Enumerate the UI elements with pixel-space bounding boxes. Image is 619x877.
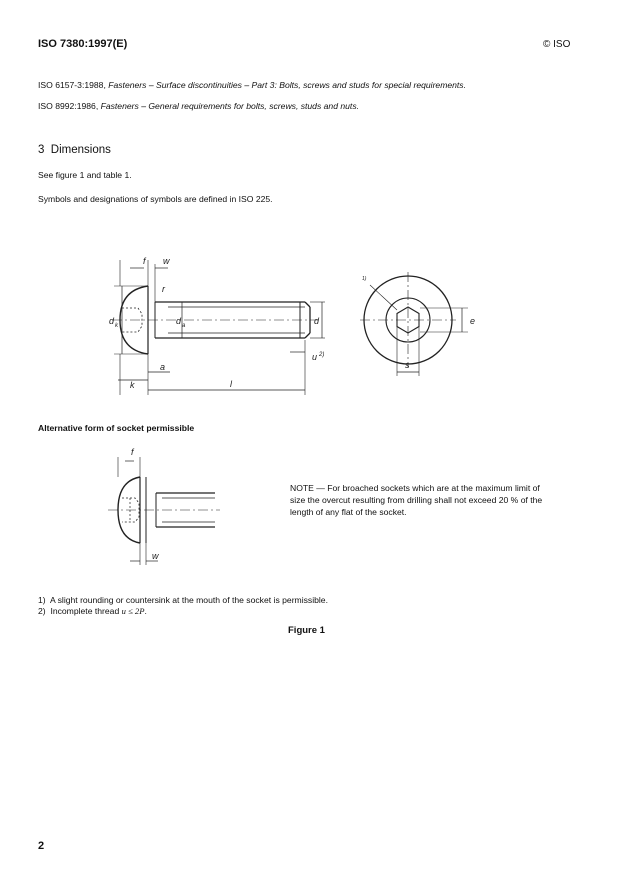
label-k: k xyxy=(130,380,135,390)
label-r: r xyxy=(162,284,165,294)
section-heading xyxy=(38,144,111,156)
figure-caption: Figure 1 xyxy=(288,625,325,636)
document-id: ISO 7380:1997(E) xyxy=(38,38,128,50)
footnote-text: Incomplete thread xyxy=(50,606,122,616)
label-e: e xyxy=(470,316,476,326)
section-number: 3 xyxy=(38,144,45,156)
footnote-text: A slight rounding or countersink at the mouth of the socket is permissible. xyxy=(49,595,328,605)
reference-title: Fasteners – General requirements for bolts, screws, studs and nuts. xyxy=(100,101,360,111)
note-broached-sockets: NOTE — For broached sockets which are at the maximum limit of size the overcut resulting from drilling shall not exceed 20 % of the length of any flat of the socket. xyxy=(290,483,543,517)
label-l: l xyxy=(230,379,232,389)
alt-label-w: w xyxy=(152,551,159,561)
label-s: s xyxy=(405,360,410,370)
label-f: f xyxy=(143,256,146,266)
reference-title: Fasteners – Surface discontinuities – Part 3: Bolts, screws and studs for special requirements. xyxy=(108,80,466,90)
label-note-1: 1) xyxy=(362,276,367,282)
label-da-sub: a xyxy=(182,323,186,329)
alt-socket-heading: Alternative form of socket permissible xyxy=(38,423,195,433)
page-number: 2 xyxy=(38,840,45,852)
footnote-math: u ≤ 2P xyxy=(121,606,145,616)
label-d: d xyxy=(314,316,320,326)
reference-iso-8992 xyxy=(38,100,598,112)
label-u: u xyxy=(312,352,318,362)
label-da: d xyxy=(176,316,182,326)
footnote-suffix: . xyxy=(144,606,147,616)
footnote-number: 1) xyxy=(38,595,46,605)
alt-socket-drawing xyxy=(100,445,230,570)
label-dk-sub: k xyxy=(115,323,118,329)
reference-code: ISO 8992:1986, xyxy=(38,101,99,111)
section-paragraph-2: Symbols and designations of symbols are defined in ISO 225. xyxy=(38,194,273,204)
section-paragraph-1: See figure 1 and table 1. xyxy=(38,170,132,180)
section-title: Dimensions xyxy=(50,144,111,156)
alt-label-f: f xyxy=(131,447,134,457)
label-u-note: 2) xyxy=(319,352,325,358)
footnote-number: 2) xyxy=(38,606,46,616)
screw-drawing xyxy=(100,250,500,400)
label-a: a xyxy=(160,362,166,372)
label-dk: d xyxy=(109,316,115,326)
footnote-2 xyxy=(38,605,147,617)
label-w: w xyxy=(163,256,170,266)
copyright-mark: © ISO xyxy=(543,39,571,50)
reference-code: ISO 6157-3:1988, xyxy=(38,80,106,90)
reference-iso-6157 xyxy=(38,79,598,91)
